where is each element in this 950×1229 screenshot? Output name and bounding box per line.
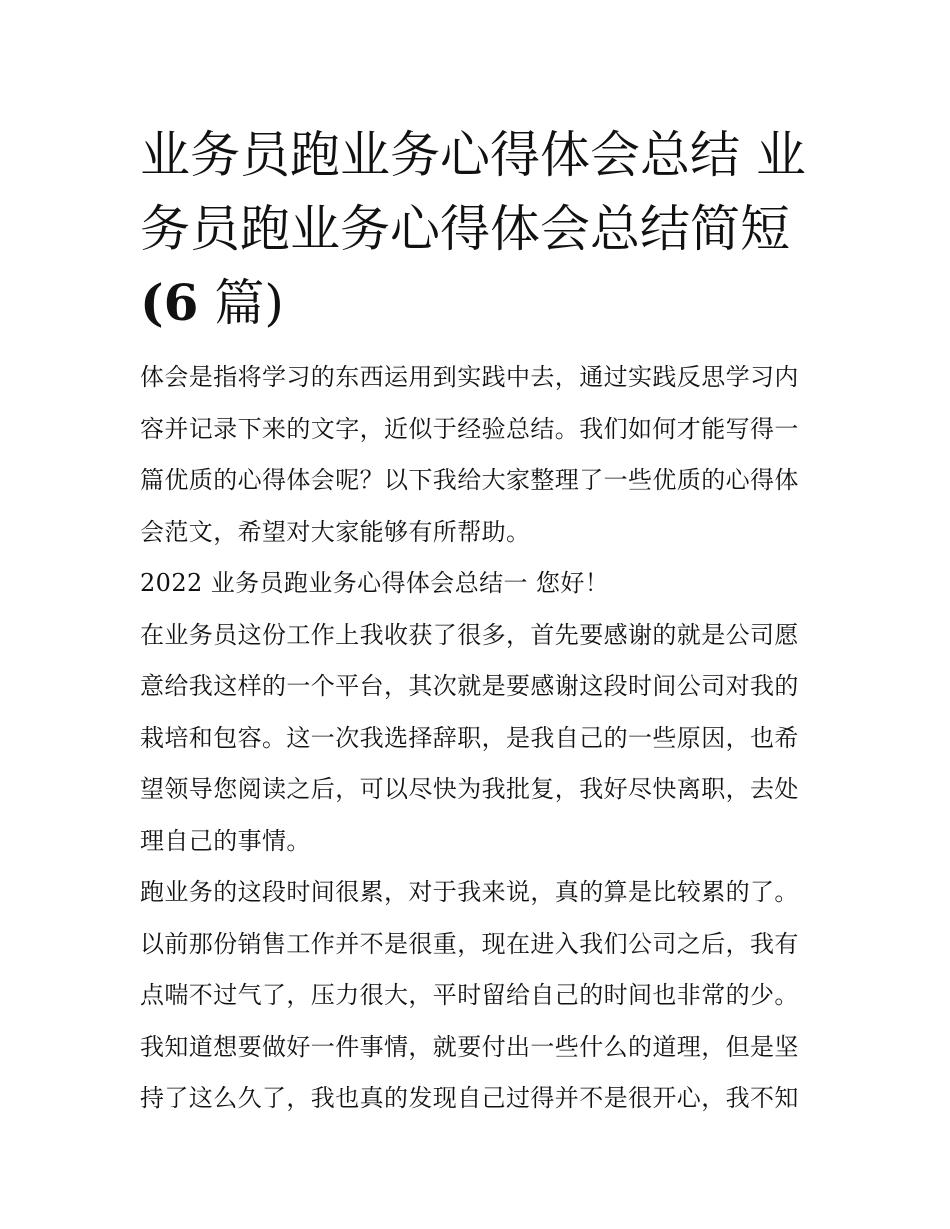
title-paren-open: (: [140, 273, 164, 332]
document-title: [140, 118, 820, 340]
body-line: 望领导您阅读之后，可以尽快为我批复，我好尽快离职，去处: [140, 775, 799, 803]
body-line: 持了这么久了，我也真的发现自己过得并不是很开心，我不知: [140, 1084, 799, 1112]
body-line: 体会是指将学习的东西运用到实践中去，通过实践反思学习内: [140, 363, 799, 391]
body-line: 跑业务的这段时间很累，对于我来说，真的算是比较累的了。: [140, 878, 799, 906]
body-line: 会范文，希望对大家能够有所帮助。: [140, 517, 531, 546]
body-line: 篇优质的心得体会呢？以下我给大家整理了一些优质的心得体: [140, 466, 799, 494]
title-article-unit: 篇): [198, 274, 284, 332]
body-line: 以前那份销售工作并不是很重，现在进入我们公司之后，我有: [140, 929, 799, 958]
body-line: 在业务员这份工作上我收获了很多，首先要感谢的就是公司愿: [140, 620, 799, 649]
document-body: [140, 352, 820, 1125]
body-line: 意给我这样的一个平台，其次就是要感谢这段时间公司对我的: [140, 672, 799, 700]
title-article-count: 6: [163, 273, 199, 332]
body-line: 栽培和包容。这一次我选择辞职，是我自己的一些原因，也希: [140, 723, 799, 752]
body-line: 理自己的事情。: [140, 826, 311, 855]
body-line: 我知道想要做好一件事情，就要付出一些什么的道理，但是坚: [140, 1032, 799, 1061]
body-line: 容并记录下来的文字，近似于经验总结。我们如何才能写得一: [140, 414, 799, 443]
title-line: 务员跑业务心得体会总结简短: [140, 200, 790, 258]
title-line: 业务员跑业务心得体会总结 业: [140, 126, 806, 184]
section-heading-line: 2022 业务员跑业务心得体会总结一 您好！: [140, 569, 610, 597]
body-line: 点喘不过气了，压力很大，平时留给自己的时间也非常的少。: [140, 981, 799, 1009]
title-line-count: [140, 266, 820, 340]
